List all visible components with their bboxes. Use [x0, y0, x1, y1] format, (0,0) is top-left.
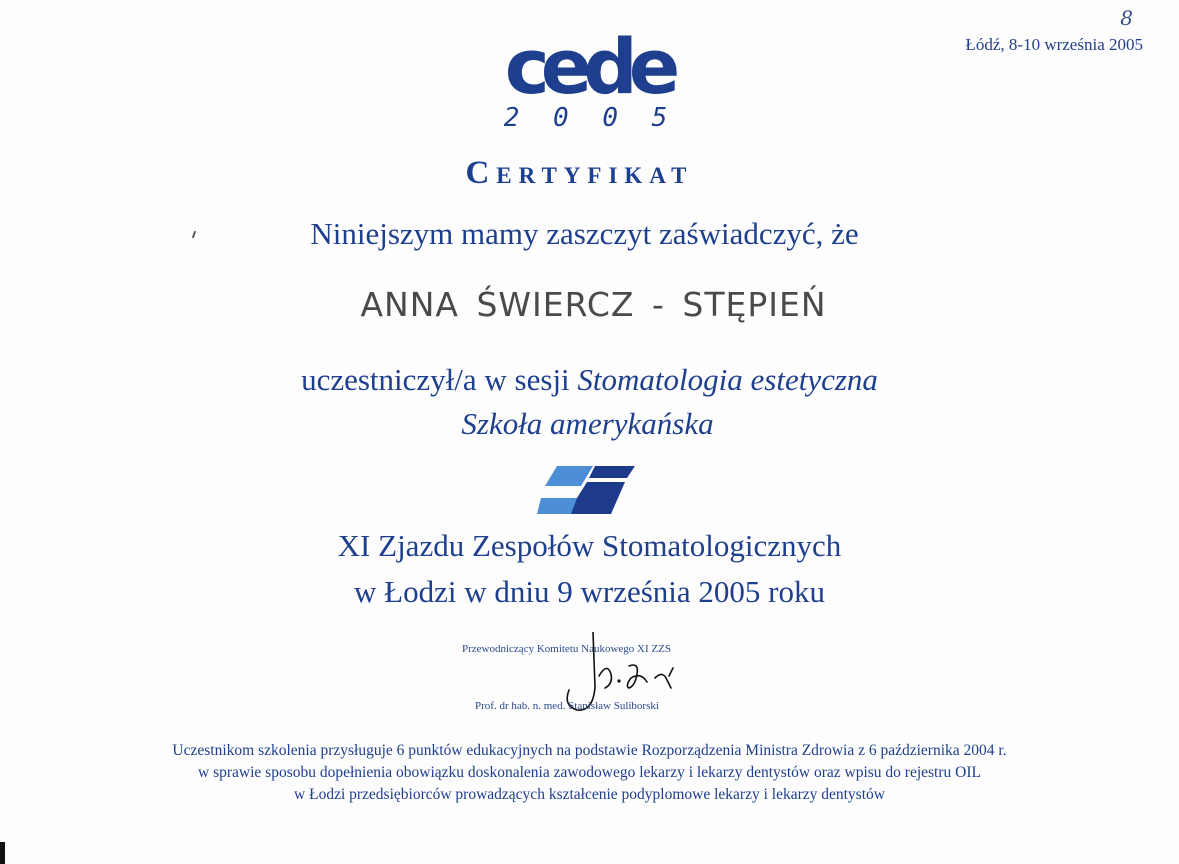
issue-date: Łódź, 8-10 września 2005 — [965, 35, 1143, 54]
footer-line-2: w sprawie sposobu dopełnienia obowiązku doskonalenia zawodowego lekarzy i lekarzy dentystów oraz wpisu do rejestru OIL — [198, 764, 981, 781]
intro-text: Niniejszym mamy zaszczyt zaświadczyć, że — [310, 216, 859, 251]
emblem-upper-light — [545, 466, 593, 486]
session-name: Stomatologia estetyczna — [577, 362, 878, 397]
footer-line-3: w Łodzi przedsiębiorców prowadzących kształcenie podyplomowe lekarzy i lekarzy dentystów — [294, 786, 885, 803]
logo-word: cede — [504, 28, 672, 111]
handwritten-page-number: 8 — [1120, 6, 1133, 30]
participation-line — [0, 362, 1179, 398]
participant-name: ANNA ŚWIERCZ - STĘPIEŃ — [360, 285, 827, 324]
emblem-upper-dark — [589, 466, 635, 478]
emblem-lower-light — [537, 498, 577, 514]
school-name: Szkoła amerykańska — [461, 406, 714, 441]
congress-date-place: w Łodzi w dniu 9 września 2005 roku — [354, 574, 825, 609]
zzs-emblem — [537, 464, 637, 516]
participation-prefix: uczestniczył/a w sesji — [301, 362, 578, 397]
footer-line-1: Uczestnikom szkolenia przysługuje 6 punktów edukacyjnych na podstawie Rozporządzenia Ministra Zdrowia z 6 października 2004 r. — [172, 742, 1007, 759]
signatory-role: Przewodniczący Komitetu Naukowego XI ZZS — [462, 643, 671, 655]
congress-name: XI Zjazdu Zespołów Stomatologicznych — [337, 528, 842, 563]
legal-footer — [0, 740, 1179, 806]
scan-edge-mark — [0, 842, 5, 864]
cede-logo — [500, 28, 680, 138]
signatory-name: Prof. dr hab. n. med. Stanisław Suliborski — [475, 700, 659, 712]
certificate-title: Certyfikat — [465, 155, 694, 191]
logo-year: 2 0 0 5 — [503, 103, 677, 133]
